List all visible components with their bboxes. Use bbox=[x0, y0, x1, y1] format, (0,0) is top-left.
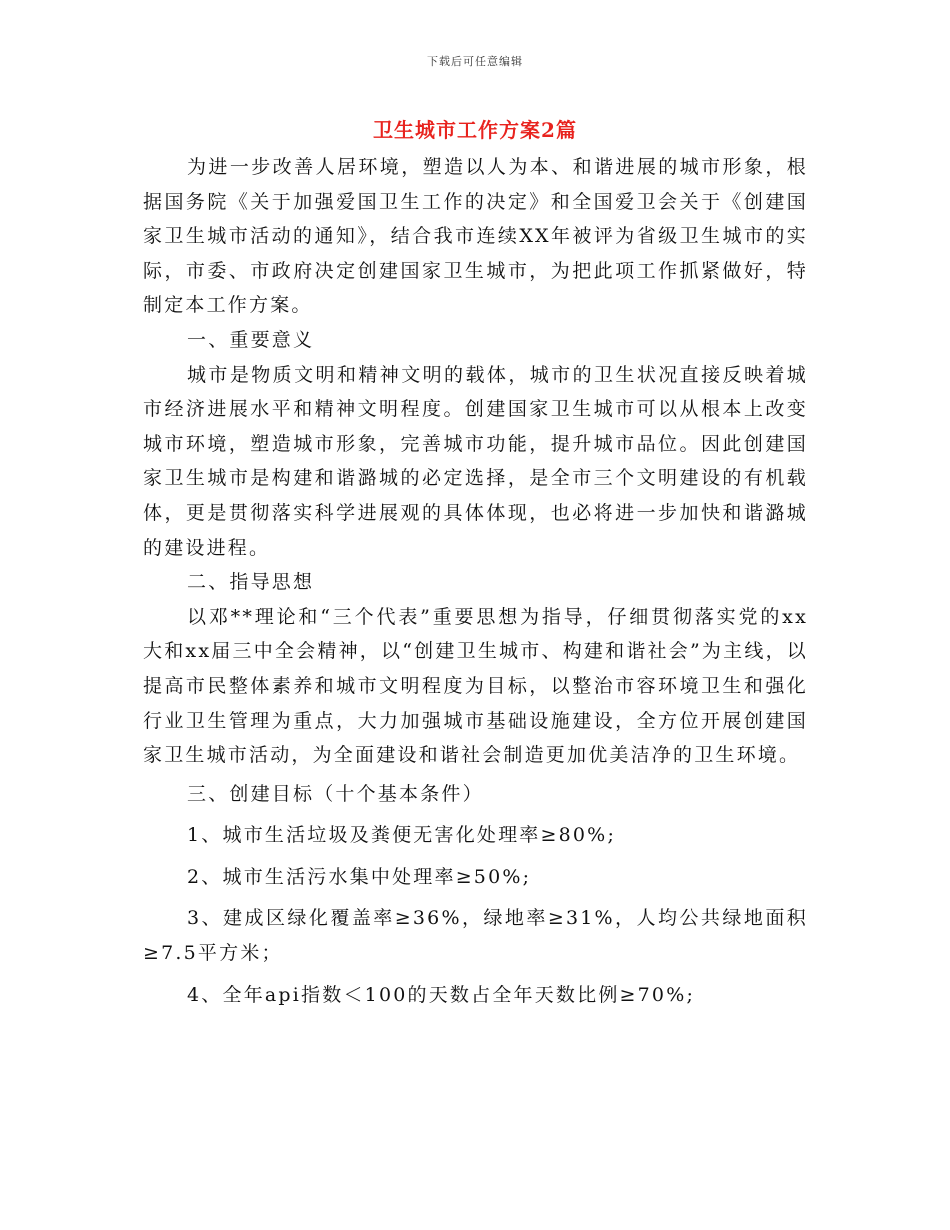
goal-item: 1、城市生活垃圾及粪便无害化处理率≥80%; bbox=[187, 824, 617, 847]
guiding-ideology-paragraph: 以邓**理论和“三个代表”重要思想为指导，仔细贯彻落实党的xx大和xx届三中全会精神，以“创建卫生城市、构建和谐社会”为主线，以提高市民整体素养和城市文明程度为目标，以整治市容环境卫生和强化行业卫生管理为重点，大力加强城市基础设施建设，全方位开展创建国家卫生城市活动，为全面建设和谐社会制造更加优美洁净的卫生环境。 bbox=[143, 605, 808, 767]
goal-item: 4、全年api指数＜100的天数占全年天数比例≥70%; bbox=[187, 983, 696, 1006]
section-heading-significance: 一、重要意义 bbox=[187, 328, 315, 351]
significance-paragraph: 城市是物质文明和精神文明的载体，城市的卫生状况直接反映着城市经济进展水平和精神文明程度。创建国家卫生城市可以从根本上改变城市环境，塑造城市形象，完善城市功能，提升城市品位。因此创建国家卫生城市是构建和谐潞城的必定选择，是全市三个文明建设的有机载体，更是贯彻落实科学进展观的具体体现，也必将进一步加快和谐潞城的建设进程。 bbox=[143, 363, 808, 559]
document-body bbox=[143, 150, 808, 1012]
document-title: 卫生城市工作方案2篇 bbox=[373, 118, 577, 142]
section-heading-goals: 三、创建目标（十个基本条件） bbox=[187, 782, 484, 805]
goal-item: 2、城市生活污水集中处理率≥50%; bbox=[187, 865, 532, 888]
section-heading-guiding-ideology: 二、指导思想 bbox=[187, 571, 315, 594]
intro-paragraph: 为进一步改善人居环境，塑造以人为本、和谐进展的城市形象，根据国务院《关于加强爱国卫生工作的决定》和全国爱卫会关于《创建国家卫生城市活动的通知》，结合我市连续XX年被评为省级卫生城市的实际，市委、市政府决定创建国家卫生城市，为把此项工作抓紧做好，特制定本工作方案。 bbox=[143, 156, 808, 317]
goal-item: 3、建成区绿化覆盖率≥36%，绿地率≥31%，人均公共绿地面积≥7.5平方米； bbox=[143, 907, 808, 965]
header-note: 下载后可任意编辑 bbox=[427, 55, 523, 68]
